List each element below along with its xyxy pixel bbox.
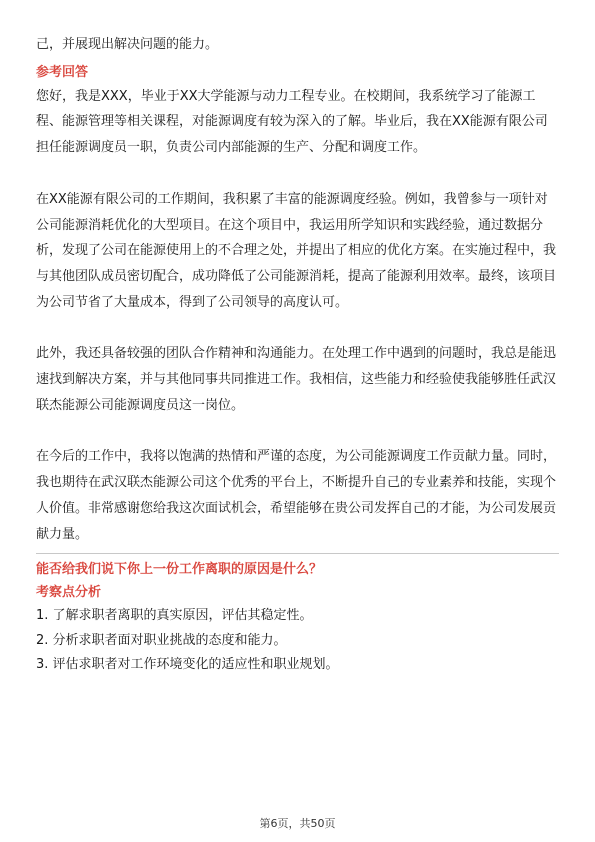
- analysis-item: 2. 分析求职者面对职业挑战的态度和能力。: [36, 632, 287, 648]
- answer-paragraph-1: 您好，我是XXX，毕业于XX大学能源与动力工程专业。在校期间，我系统学习了能源工程、能源管理等相关课程，对能源调度有较为深入的了解。毕业后，我在XX能源有限公司担任能源调度员一职，负责公司内部能源的生产、分配和调度工作。: [36, 88, 548, 156]
- answer-heading: 参考回答: [36, 64, 89, 80]
- analysis-heading: 考察点分析: [36, 585, 102, 601]
- lead-line: 己，并展现出解决问题的能力。: [36, 37, 219, 52]
- answer-paragraph-3: 此外，我还具备较强的团队合作精神和沟通能力。在处理工作中遇到的问题时，我总是能迅速找到解决方案，并与其他同事共同推进工作。我相信，这些能力和经验使我能够胜任武汉联杰能源公司能源调度员这一岗位。: [36, 346, 557, 413]
- page-content: [36, 32, 559, 678]
- paragraph-gap: [36, 315, 559, 341]
- paragraph-gap: [36, 161, 559, 187]
- paragraph-gap: [36, 418, 559, 444]
- page-number: 第6页，共50页: [259, 817, 336, 830]
- analysis-item: 1. 了解求职者离职的真实原因，评估其稳定性。: [36, 608, 313, 624]
- answer-paragraph-2: 在XX能源有限公司的工作期间，我积累了丰富的能源调度经验。例如，我曾参与一项针对公司能源消耗优化的大型项目。在这个项目中，我运用所学知识和实践经验，通过数据分析，发现了公司在能源使用上的不合理之处，并提出了相应的优化方案。在实施过程中，我与其他团队成员密切配合，成功降低了公司能源消耗，提高了能源利用效率。最终，该项目为公司节省了大量成本，得到了公司领导的高度认可。: [36, 191, 557, 310]
- question-heading: 能否给我们说下你上一份工作离职的原因是什么？: [36, 562, 323, 578]
- analysis-item: 3. 评估求职者对工作环境变化的适应性和职业规划。: [36, 657, 339, 673]
- section-divider: [36, 553, 559, 554]
- answer-paragraph-4: 在今后的工作中，我将以饱满的热情和严谨的态度，为公司能源调度工作贡献力量。同时，我也期待在武汉联杰能源公司这个优秀的平台上，不断提升自己的专业素养和技能，实现个人价值。非常感谢您给我这次面试机会，希望能够在贵公司发挥自己的才能，为公司发展贡献力量。: [36, 449, 557, 542]
